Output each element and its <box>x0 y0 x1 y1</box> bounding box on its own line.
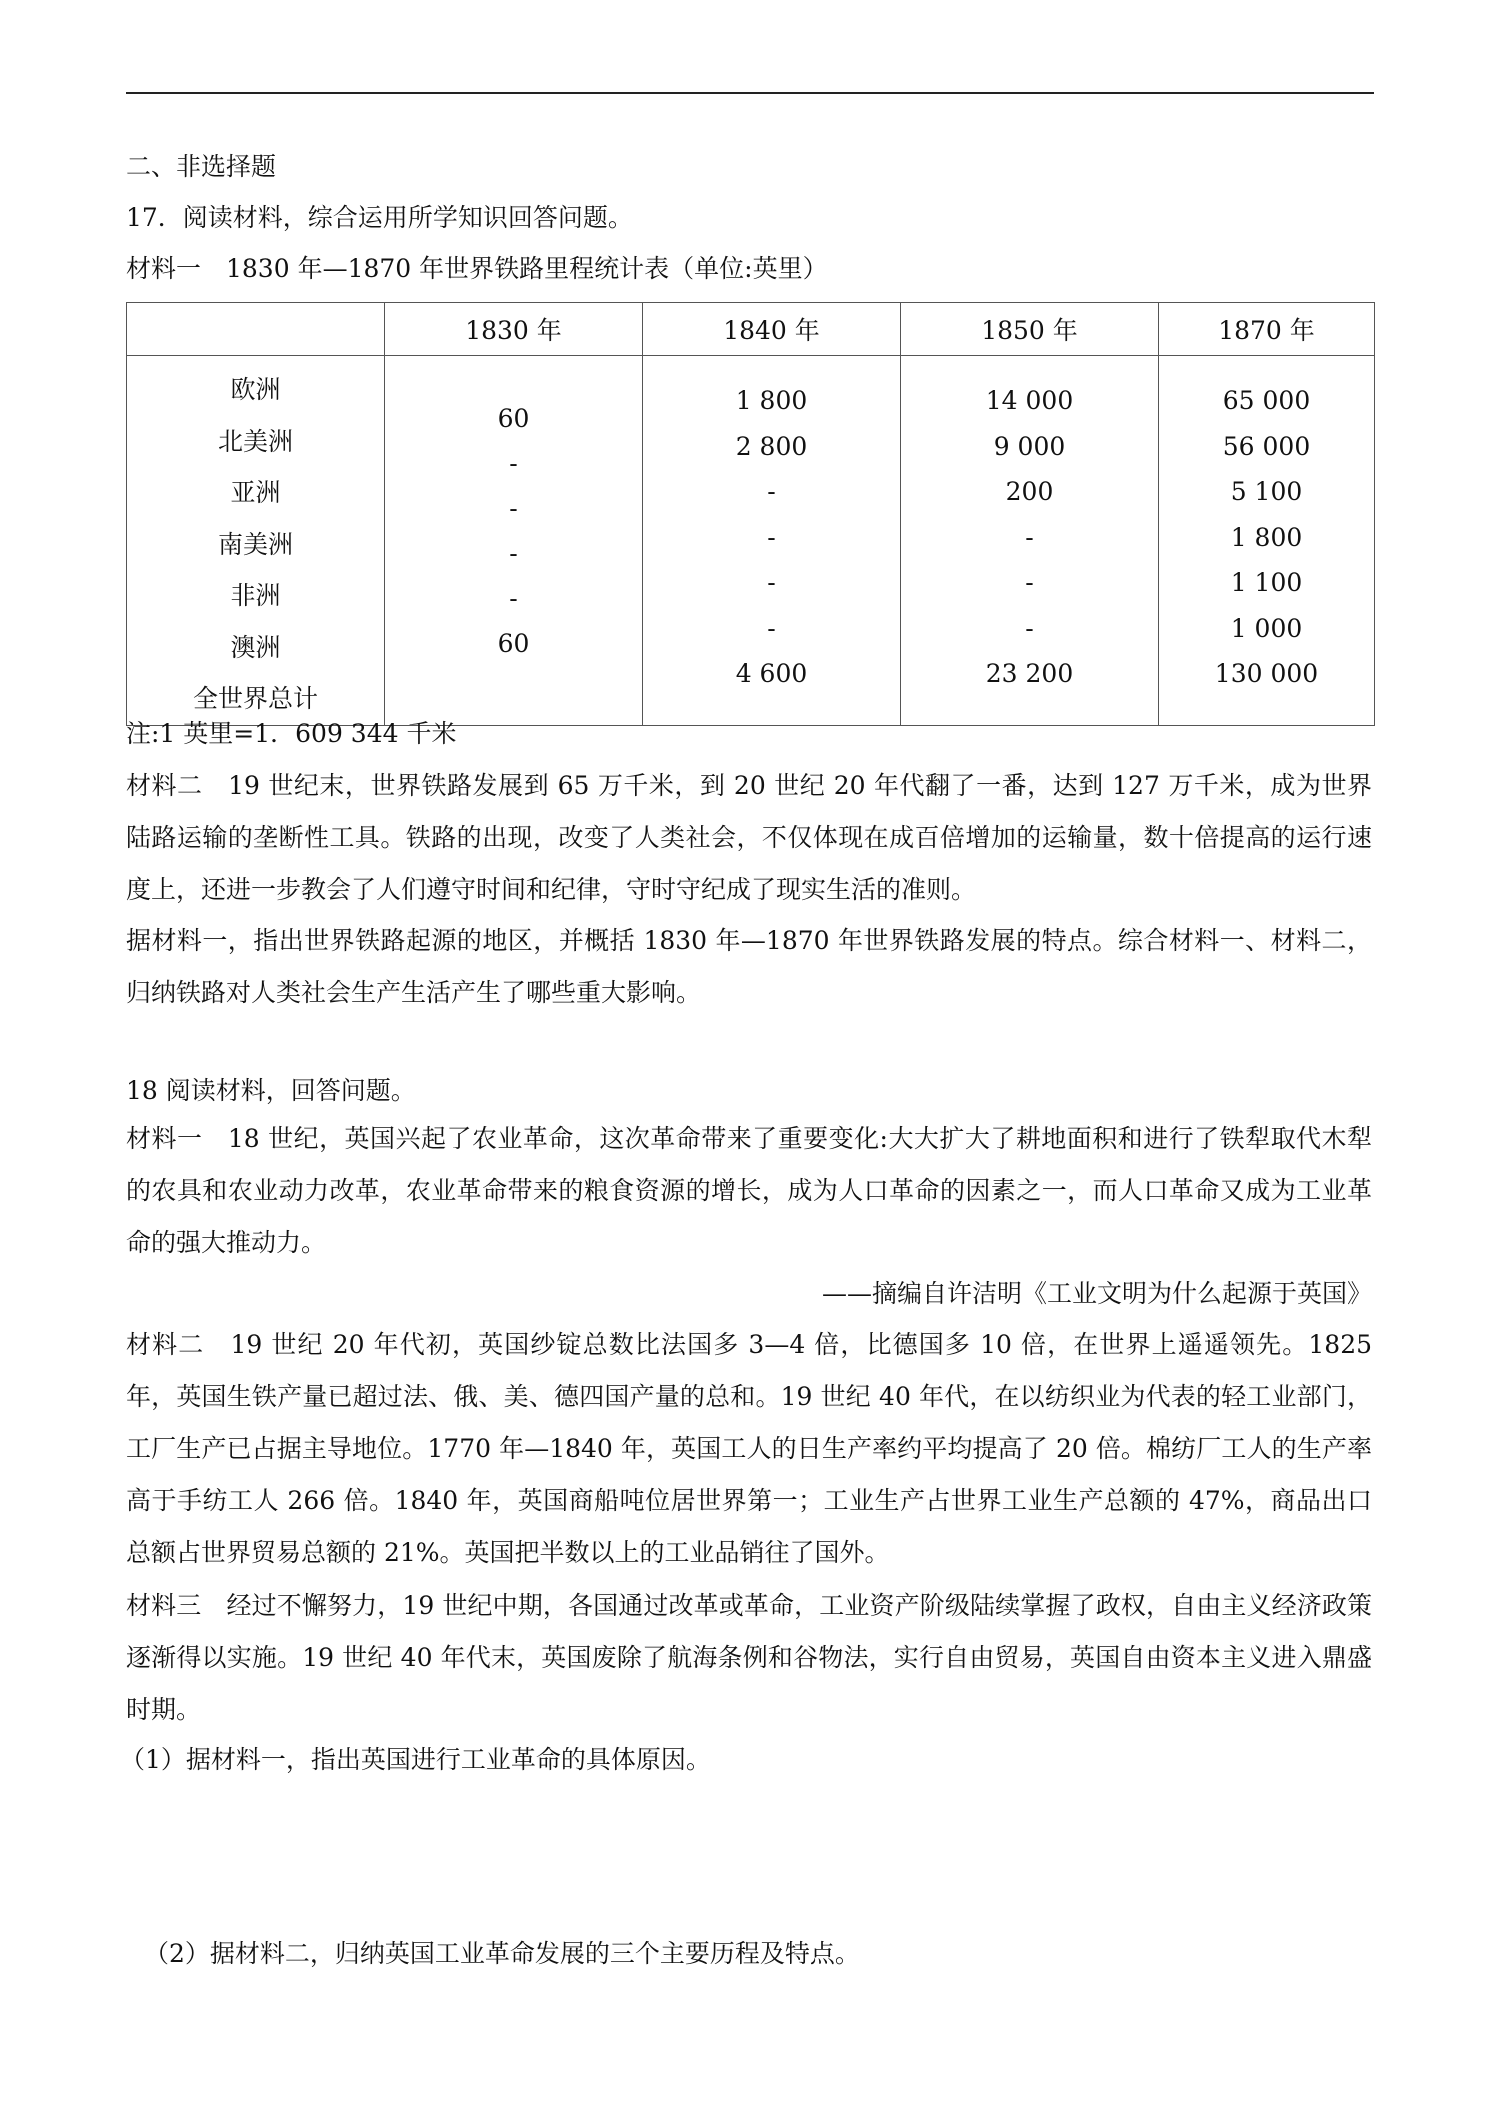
region-label: 欧洲 <box>230 375 281 404</box>
region-label: 北美洲 <box>217 426 293 456</box>
section-title: 二、非选择题 <box>126 152 277 181</box>
q17-material1-title: 材料一 1830 年—1870 年世界铁路里程统计表（单位:英里） <box>126 254 828 283</box>
q18-heading: 18 阅读材料，回答问题。 <box>126 1076 416 1105</box>
table-note: 注:1 英里=1．609 344 千米 <box>126 719 457 748</box>
table-cell: 130 000 <box>1214 659 1319 688</box>
table-cell: 200 <box>1005 477 1054 506</box>
column-1850 <box>901 356 1159 726</box>
table-cell: - <box>767 477 776 506</box>
table-cell: - <box>767 568 776 597</box>
region-label: 非洲 <box>230 581 281 610</box>
region-label: 全世界总计 <box>192 684 318 713</box>
q17-heading: 17．阅读材料，综合运用所学知识回答问题。 <box>126 203 633 232</box>
table-header-cell: 1830 年 <box>385 303 643 356</box>
region-column <box>127 356 385 726</box>
table-cell: 56 000 <box>1222 431 1311 461</box>
column-1870 <box>1159 356 1375 726</box>
table-cell: - <box>509 539 518 568</box>
table-cell: 14 000 <box>985 386 1074 415</box>
table-cell: - <box>1025 522 1034 552</box>
table-cell: 1 100 <box>1230 568 1303 597</box>
table-header-cell <box>127 303 385 356</box>
column-1840 <box>643 356 901 726</box>
q18-source: ——摘编自许洁明《工业文明为什么起源于英国》 <box>821 1279 1372 1308</box>
table-header-cell: 1850 年 <box>901 303 1159 356</box>
q17-material2: 材料二 19 世纪末，世界铁路发展到 65 万千米，到 20 世纪 20 年代翻了一番，达到 127 万千米，成为世界陆路运输的垄断性工具。铁路的出现，改变了人类社会，不仅体现在成百倍增加的运输量，数十倍提高的运行速度上，还进一步教会了人们遵守时间和纪律，守时守纪成了现实生活的准则。 <box>126 771 1372 904</box>
railway-mileage-table <box>126 302 1375 726</box>
table-cell: 4 600 <box>735 659 808 688</box>
table-cell: 60 <box>497 629 530 658</box>
table-cell: 1 800 <box>1230 522 1303 552</box>
table-row <box>127 356 1375 726</box>
table-cell: 1 800 <box>735 386 808 415</box>
table-cell: - <box>1025 613 1034 643</box>
table-cell: - <box>509 584 518 613</box>
q17-question: 据材料一，指出世界铁路起源的地区，并概括 1830 年—1870 年世界铁路发展的特点。综合材料一、材料二，归纳铁路对人类社会生产生活产生了哪些重大影响。 <box>126 926 1372 1007</box>
q18-material3: 材料三 经过不懈努力，19 世纪中期，各国通过改革或革命，工业资产阶级陆续掌握了政权，自由主义经济政策逐渐得以实施。19 世纪 40 年代末，英国废除了航海条例和谷物法，实行自由贸易，英国自由资本主义进入鼎盛时期。 <box>126 1591 1372 1724</box>
region-label: 南美洲 <box>217 529 293 559</box>
table-cell: - <box>767 522 776 552</box>
table-cell: 5 100 <box>1230 477 1303 506</box>
table-header-row <box>127 303 1375 356</box>
table-cell: 1 000 <box>1230 613 1303 643</box>
table-cell: - <box>509 449 518 478</box>
table-cell: - <box>1025 568 1034 597</box>
table-cell: 60 <box>497 404 530 433</box>
q18-material2: 材料二 19 世纪 20 年代初，英国纱锭总数比法国多 3—4 倍，比德国多 10 倍，在世界上遥遥领先。1825 年，英国生铁产量已超过法、俄、美、德四国产量的总和。19 世纪 40 年代，在以纺织业为代表的轻工业部门，工厂生产已占据主导地位。1770 年—1840 年，英国工人的日生产率约平均提高了 20 倍。棉纺厂工人的生产率高于手纺工人 266 倍。1840 年，英国商船吨位居世界第一；工业生产占世界工业生产总额的 47%，商品出口总额占世界贸易总额的 21%。英国把半数以上的工业品销往了国外。 <box>126 1330 1372 1567</box>
table-cell: 65 000 <box>1222 386 1311 415</box>
region-label: 澳洲 <box>230 632 281 662</box>
q18-material1: 材料一 18 世纪，英国兴起了农业革命，这次革命带来了重要变化:大大扩大了耕地面积和进行了铁犁取代木犁的农具和农业动力改革，农业革命带来的粮食资源的增长，成为人口革命的因素之一，而人口革命又成为工业革命的强大推动力。 <box>126 1124 1372 1257</box>
table-header-cell: 1840 年 <box>643 303 901 356</box>
table-cell: 23 200 <box>985 659 1074 688</box>
q18-subquestion-2: （2）据材料二，归纳英国工业革命发展的三个主要历程及特点。 <box>144 1939 860 1968</box>
table-cell: - <box>767 613 776 643</box>
column-1830 <box>385 356 643 726</box>
q18-subquestion-1: （1）据材料一，指出英国进行工业革命的具体原因。 <box>120 1745 711 1774</box>
table-cell: 2 800 <box>735 431 808 461</box>
table-cell: - <box>509 494 518 523</box>
header-rule <box>126 92 1374 94</box>
table-cell: 9 000 <box>993 431 1066 461</box>
region-label: 亚洲 <box>230 478 281 507</box>
table-header-cell: 1870 年 <box>1159 303 1375 356</box>
